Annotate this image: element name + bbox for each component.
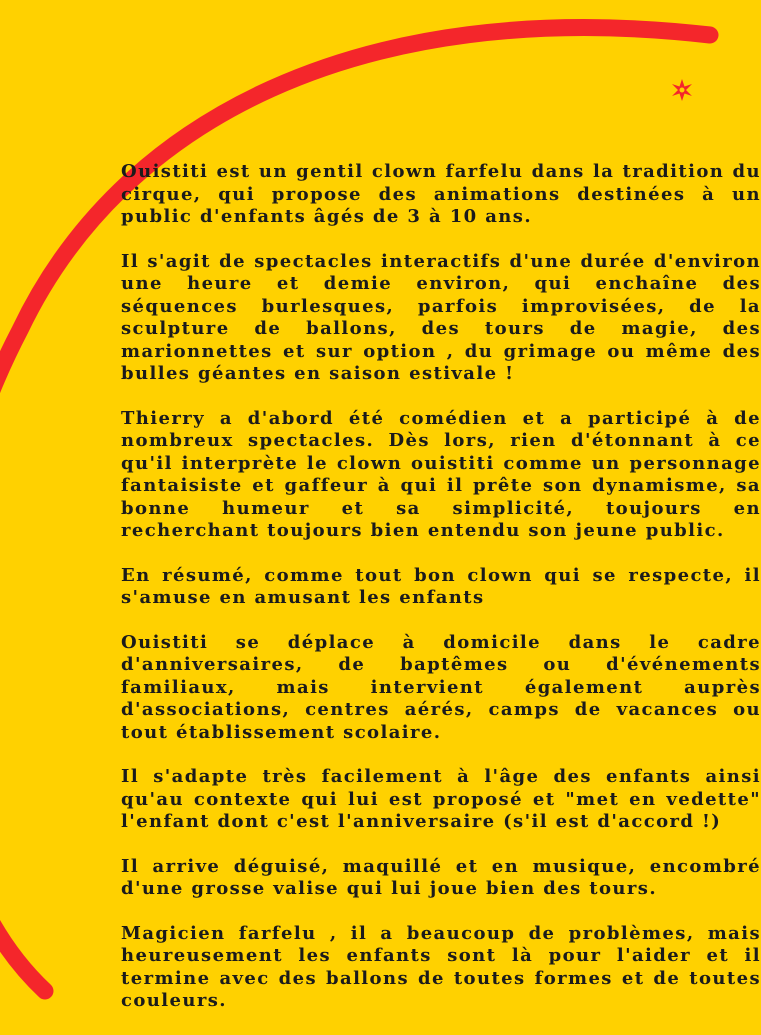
summary-paragraph: En résumé, comme tout bon clown qui se respecte, il s'amuse en amusant les enfants <box>121 564 761 608</box>
article-body <box>121 161 761 1035</box>
performer-paragraph: Thierry a d'abord été comédien et a participé à de nombreux spectacles. Dès lors, rien d'étonnant à ce qu'il interprète le clown ouistiti comme un personnage fantaisiste et gaffeur à qui il prête son dynamisme, sa bonne humeur et sa simplicité, toujours en recherchant toujours bien entendu son jeune public. <box>121 407 761 541</box>
intro-paragraph: Ouistiti est un gentil clown farfelu dans la tradition du cirque, qui propose des animations destinées à un public d'enfants âgés de 3 à 10 ans. <box>121 161 761 227</box>
magician-paragraph: Magicien farfelu , il a beaucoup de problèmes, mais heureusement les enfants sont là pour l'aider et il termine avec des ballons de toutes formes et de toutes couleurs. <box>121 922 761 1011</box>
adaptation-paragraph: Il s'adapte très facilement à l'âge des enfants ainsi qu'au contexte qui lui est proposé et "met en vedette" l'enfant dont c'est l'anniversaire (s'il est d'accord !) <box>121 766 761 832</box>
sparkle-icon <box>672 79 692 101</box>
venues-paragraph: Ouistiti se déplace à domicile dans le cadre d'anniversaires, de baptêmes ou d'événements familiaux, mais intervient également auprès d'associations, centres aérés, camps de vacances ou tout établissement scolaire. <box>121 631 761 743</box>
show-description-paragraph: Il s'agit de spectacles interactifs d'une durée d'environ une heure et demie environ, qui enchaîne des séquences burlesques, parfois improvisées, de la sculpture de ballons, des tours de magie, des marionnettes et sur option , du grimage ou même des bulles géantes en saison estivale ! <box>121 250 761 384</box>
arrival-paragraph: Il arrive déguisé, maquillé et en musique, encombré d'une grosse valise qui lui joue bien des tours. <box>121 855 761 899</box>
